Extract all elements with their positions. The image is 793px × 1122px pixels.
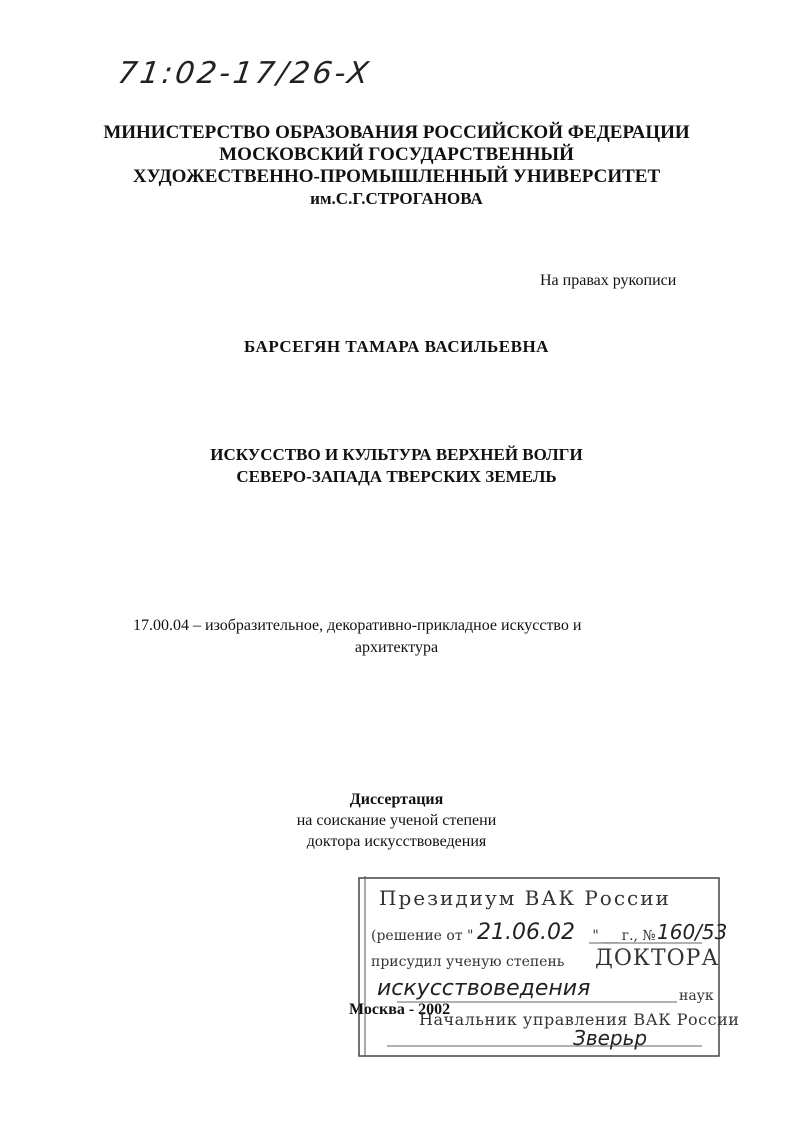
- specialty-line-2: архитектура: [354, 639, 439, 656]
- author-name: БАРСЕГЯН ТАМАРА ВАСИЛЬЕВНА: [244, 337, 549, 356]
- title-line-1: ИСКУССТВО И КУЛЬТУРА ВЕРХНЕЙ ВОЛГИ: [210, 445, 583, 464]
- stamp-degree: ДОКТОРА: [595, 946, 720, 971]
- city-year: Москва - 2002: [349, 1001, 451, 1018]
- vak-stamp: [357, 876, 740, 1060]
- header-line-2: МОСКОВСКИЙ ГОСУДАРСТВЕННЫЙ: [219, 144, 574, 165]
- dissertation-line-3: доктора искусствоведения: [306, 833, 487, 850]
- handwritten-code: 71:02-17/26-X: [115, 56, 374, 91]
- dissertation-info: [0, 789, 793, 852]
- header-line-3: ХУДОЖЕСТВЕННО-ПРОМЫШЛЕННЫЙ УНИВЕРСИТЕТ: [132, 166, 661, 187]
- specialty-line-1: 17.00.04 – изобразительное, декоративно-прикладное искусство и: [133, 617, 582, 634]
- stamp-science: наук: [679, 988, 714, 1004]
- header-line-1: МИНИСТЕРСТВО ОБРАЗОВАНИЯ РОССИЙСКОЙ ФЕДЕРАЦИИ: [103, 122, 690, 143]
- manuscript-rights: На правах рукописи: [540, 272, 677, 289]
- stamp-title: Президиум ВАК России: [379, 886, 671, 910]
- dissertation-line-2: на соискание ученой степени: [296, 812, 497, 829]
- stamp-decision-label: (решение от ": [371, 928, 474, 944]
- stamp-awarded-label: присудил ученую степень: [371, 954, 565, 970]
- stamp-decision-mid: " __ г., №: [592, 928, 656, 944]
- title-line-2: СЕВЕРО-ЗАПАДА ТВЕРСКИХ ЗЕМЕЛЬ: [236, 467, 557, 486]
- dissertation-label: Диссертация: [349, 791, 444, 808]
- stamp-date-handwritten: 21.06.02: [477, 920, 575, 945]
- header-line-4: им.С.Г.СТРОГАНОВА: [310, 189, 483, 208]
- stamp-number-handwritten: 160/53: [657, 920, 728, 944]
- ministry-header: [0, 122, 793, 210]
- stamp-signature: Зверьр: [573, 1026, 648, 1050]
- stamp-head: Начальник управления ВАК России: [419, 1010, 740, 1029]
- dissertation-title: [0, 444, 793, 488]
- stamp-field-handwritten: искусствоведения: [377, 976, 591, 1001]
